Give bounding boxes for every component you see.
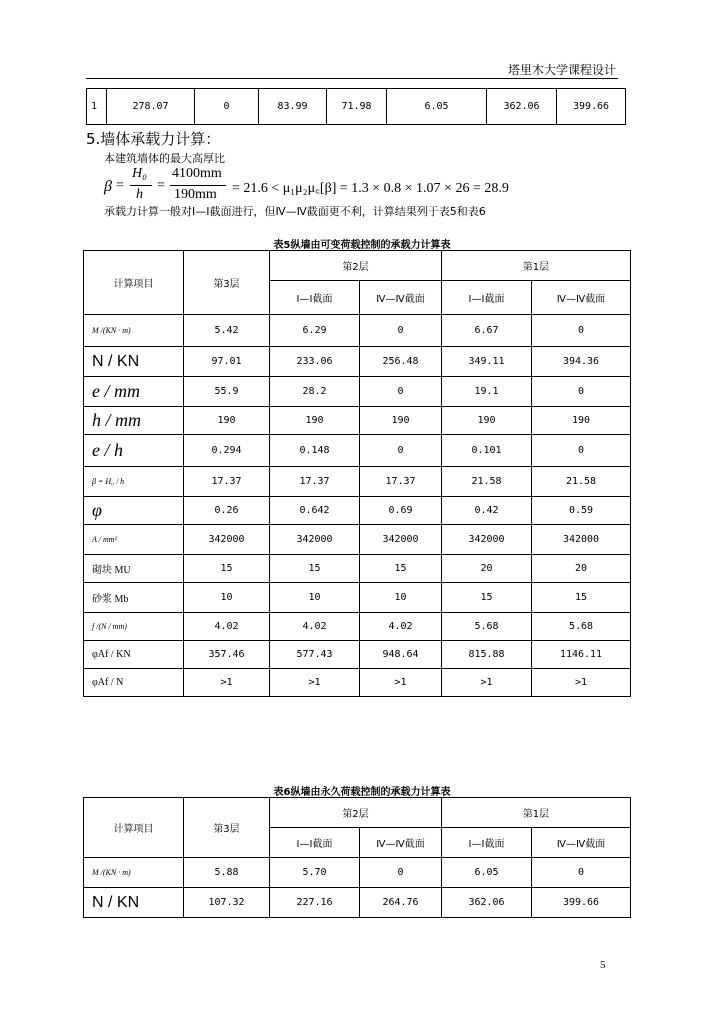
table-cell: 6.05 bbox=[442, 858, 532, 888]
header-rule bbox=[86, 78, 618, 79]
table-cell: 21.58 bbox=[532, 467, 631, 497]
table-row bbox=[84, 669, 631, 697]
formula-num: 4100mm bbox=[172, 166, 222, 181]
row-label-text: 砌块 MU bbox=[92, 565, 131, 576]
table6-head-floor3: 第3层 bbox=[184, 798, 270, 858]
table-cell: 815.88 bbox=[442, 641, 532, 669]
table-cell: 264.76 bbox=[360, 888, 442, 918]
table-cell: 0.59 bbox=[532, 497, 631, 525]
table6-head-sec1: Ⅰ—Ⅰ截面 bbox=[270, 828, 360, 858]
table-cell: 0 bbox=[360, 377, 442, 407]
table-cell: 0.26 bbox=[184, 497, 270, 525]
top-table bbox=[86, 88, 626, 125]
table-cell: 17.37 bbox=[184, 467, 270, 497]
formula-h0: H₀ bbox=[132, 166, 147, 181]
section-title: 5.墙体承载力计算： bbox=[86, 130, 221, 148]
row-label-text: M /(KN · m) bbox=[92, 326, 131, 335]
top-cell: 0 bbox=[195, 89, 259, 125]
table-cell: 6.67 bbox=[442, 315, 532, 347]
table-cell: 1146.11 bbox=[532, 641, 631, 669]
table-row bbox=[84, 407, 631, 435]
table-cell: 15 bbox=[532, 583, 631, 613]
table-cell: 0.294 bbox=[184, 435, 270, 467]
table-cell: 190 bbox=[270, 407, 360, 435]
table-cell: 342000 bbox=[442, 525, 532, 555]
table5-head-sec4: Ⅳ—Ⅳ截面 bbox=[360, 281, 442, 315]
table-cell: 0 bbox=[360, 435, 442, 467]
row-label bbox=[84, 467, 184, 497]
table-cell: 342000 bbox=[184, 525, 270, 555]
formula-frac-line-2 bbox=[170, 185, 226, 186]
table-cell: 362.06 bbox=[442, 888, 532, 918]
table6-head-floor2: 第2层 bbox=[270, 798, 442, 828]
top-cell: 71.98 bbox=[327, 89, 387, 125]
table6-head-sec1: Ⅰ—Ⅰ截面 bbox=[442, 828, 532, 858]
row-label-text: h / mm bbox=[92, 410, 141, 430]
table6-head-item: 计算项目 bbox=[84, 798, 184, 858]
table-cell: 10 bbox=[184, 583, 270, 613]
row-label bbox=[84, 858, 184, 888]
table-cell: 190 bbox=[184, 407, 270, 435]
table-cell: 394.36 bbox=[532, 347, 631, 377]
table-cell: 5.68 bbox=[442, 613, 532, 641]
row-label-text: f /(N / mm) bbox=[92, 622, 127, 631]
table-cell: 10 bbox=[360, 583, 442, 613]
table-cell: 190 bbox=[442, 407, 532, 435]
table-cell: 0 bbox=[532, 435, 631, 467]
formula-rest: = 21.6 < μ₁μ₂μ꜀[β] = 1.3 × 0.8 × 1.07 × 26 = 28.9 bbox=[232, 181, 509, 196]
table-cell: 577.43 bbox=[270, 641, 360, 669]
row-label bbox=[84, 435, 184, 467]
table6-head-row-1 bbox=[84, 798, 631, 828]
table-cell: 17.37 bbox=[360, 467, 442, 497]
table-row bbox=[84, 583, 631, 613]
table-cell: 4.02 bbox=[184, 613, 270, 641]
row-label-text: N / KN bbox=[92, 352, 140, 370]
table-cell: >1 bbox=[184, 669, 270, 697]
table5-head-sec4: Ⅳ—Ⅳ截面 bbox=[532, 281, 631, 315]
row-label bbox=[84, 555, 184, 583]
table-cell: 190 bbox=[532, 407, 631, 435]
table5-caption: 表5纵墙由可变荷载控制的承载力计算表 bbox=[273, 240, 451, 251]
table-cell: 20 bbox=[532, 555, 631, 583]
table-row bbox=[84, 888, 631, 918]
row-label-text: N / KN bbox=[92, 893, 140, 911]
row-label-text: 砂浆 Mb bbox=[92, 594, 129, 605]
table-cell: 0.101 bbox=[442, 435, 532, 467]
page-header-title: 塔里木大学课程设计 bbox=[507, 63, 616, 77]
table5-head-sec1: Ⅰ—Ⅰ截面 bbox=[442, 281, 532, 315]
table-row bbox=[84, 467, 631, 497]
top-cell: 362.06 bbox=[487, 89, 557, 125]
table-cell: 20 bbox=[442, 555, 532, 583]
row-label-text: β = H₀ / h bbox=[92, 477, 125, 486]
row-label-text: e / mm bbox=[92, 381, 140, 401]
section-intro: 本建筑墙体的最大高厚比 bbox=[104, 152, 225, 165]
table-row bbox=[84, 525, 631, 555]
table6-head-sec4: Ⅳ—Ⅳ截面 bbox=[532, 828, 631, 858]
table5-head-row-1 bbox=[84, 251, 631, 281]
table-cell: 190 bbox=[360, 407, 442, 435]
row-label bbox=[84, 525, 184, 555]
table-cell: 342000 bbox=[360, 525, 442, 555]
table-row bbox=[84, 347, 631, 377]
formula-frac-line bbox=[130, 185, 152, 186]
table5-head-floor2: 第2层 bbox=[270, 251, 442, 281]
table-cell: 15 bbox=[184, 555, 270, 583]
table5-head-item: 计算项目 bbox=[84, 251, 184, 315]
table-cell: 0 bbox=[532, 858, 631, 888]
table-cell: 107.32 bbox=[184, 888, 270, 918]
row-label-text: A / mm² bbox=[92, 535, 117, 544]
top-cell: 83.99 bbox=[259, 89, 327, 125]
top-table-row bbox=[87, 89, 626, 125]
table-cell: 21.58 bbox=[442, 467, 532, 497]
table-cell: >1 bbox=[360, 669, 442, 697]
formula-h: h bbox=[136, 187, 143, 202]
table6-head-sec4: Ⅳ—Ⅳ截面 bbox=[360, 828, 442, 858]
table-row bbox=[84, 315, 631, 347]
row-label-text: φ bbox=[92, 500, 102, 520]
table-cell: 15 bbox=[270, 555, 360, 583]
top-cell: 1 bbox=[87, 89, 107, 125]
table-cell: 5.42 bbox=[184, 315, 270, 347]
row-label bbox=[84, 613, 184, 641]
table-row bbox=[84, 858, 631, 888]
table-cell: 399.66 bbox=[532, 888, 631, 918]
row-label bbox=[84, 669, 184, 697]
table-row bbox=[84, 641, 631, 669]
row-label bbox=[84, 407, 184, 435]
row-label-text: M /(KN · m) bbox=[92, 868, 131, 877]
table-cell: 0.69 bbox=[360, 497, 442, 525]
row-label-text: φAf / N bbox=[92, 677, 124, 688]
table-cell: 0.642 bbox=[270, 497, 360, 525]
table-cell: 233.06 bbox=[270, 347, 360, 377]
page-number: 5 bbox=[600, 959, 606, 971]
row-label-text: e / h bbox=[92, 440, 123, 460]
row-label bbox=[84, 377, 184, 407]
formula-eq2: = bbox=[157, 178, 165, 193]
table-row bbox=[84, 613, 631, 641]
table-cell: 256.48 bbox=[360, 347, 442, 377]
table-cell: 4.02 bbox=[360, 613, 442, 641]
table-cell: 342000 bbox=[270, 525, 360, 555]
table-cell: 15 bbox=[442, 583, 532, 613]
table-cell: 948.64 bbox=[360, 641, 442, 669]
table-cell: 357.46 bbox=[184, 641, 270, 669]
table-cell: 227.16 bbox=[270, 888, 360, 918]
table-cell: 349.11 bbox=[442, 347, 532, 377]
row-label-text: φAf / KN bbox=[92, 649, 131, 660]
table-row bbox=[84, 435, 631, 467]
table-cell: 0.42 bbox=[442, 497, 532, 525]
row-label bbox=[84, 583, 184, 613]
table-cell: >1 bbox=[442, 669, 532, 697]
table-cell: 17.37 bbox=[270, 467, 360, 497]
table-cell: 0.148 bbox=[270, 435, 360, 467]
table-cell: 0 bbox=[532, 377, 631, 407]
table-cell: 5.88 bbox=[184, 858, 270, 888]
row-label bbox=[84, 497, 184, 525]
table-cell: 55.9 bbox=[184, 377, 270, 407]
top-cell: 278.07 bbox=[107, 89, 195, 125]
table-cell: 28.2 bbox=[270, 377, 360, 407]
table-cell: 0 bbox=[532, 315, 631, 347]
table5-head-floor3: 第3层 bbox=[184, 251, 270, 315]
row-label bbox=[84, 888, 184, 918]
row-label bbox=[84, 315, 184, 347]
table-row bbox=[84, 377, 631, 407]
table5-head-sec1: Ⅰ—Ⅰ截面 bbox=[270, 281, 360, 315]
slenderness-formula bbox=[104, 166, 624, 204]
row-label bbox=[84, 347, 184, 377]
table-cell: 97.01 bbox=[184, 347, 270, 377]
table-cell: 6.29 bbox=[270, 315, 360, 347]
table-cell: >1 bbox=[270, 669, 360, 697]
table-cell: 10 bbox=[270, 583, 360, 613]
table-cell: 15 bbox=[360, 555, 442, 583]
top-cell: 399.66 bbox=[557, 89, 626, 125]
table5 bbox=[83, 250, 631, 697]
table-cell: 0 bbox=[360, 315, 442, 347]
table-cell: 5.68 bbox=[532, 613, 631, 641]
table5-head-floor1: 第1层 bbox=[442, 251, 631, 281]
table-cell: 4.02 bbox=[270, 613, 360, 641]
section-conclusion: 承载力计算一般对Ⅰ—Ⅰ截面进行，但Ⅳ—Ⅳ截面更不利，计算结果列于表5和表6 bbox=[104, 205, 486, 218]
table-cell: 0 bbox=[360, 858, 442, 888]
formula-beta: β bbox=[104, 178, 112, 195]
table6-caption: 表6纵墙由永久荷载控制的承载力计算表 bbox=[273, 787, 451, 798]
table-cell: >1 bbox=[532, 669, 631, 697]
table-row bbox=[84, 497, 631, 525]
table-row bbox=[84, 555, 631, 583]
row-label bbox=[84, 641, 184, 669]
table6 bbox=[83, 797, 631, 918]
formula-eq: = bbox=[116, 178, 124, 193]
table-cell: 19.1 bbox=[442, 377, 532, 407]
table-cell: 342000 bbox=[532, 525, 631, 555]
table-cell: 5.70 bbox=[270, 858, 360, 888]
formula-den: 190mm bbox=[174, 187, 217, 202]
table6-head-floor1: 第1层 bbox=[442, 798, 631, 828]
top-cell: 6.05 bbox=[387, 89, 487, 125]
